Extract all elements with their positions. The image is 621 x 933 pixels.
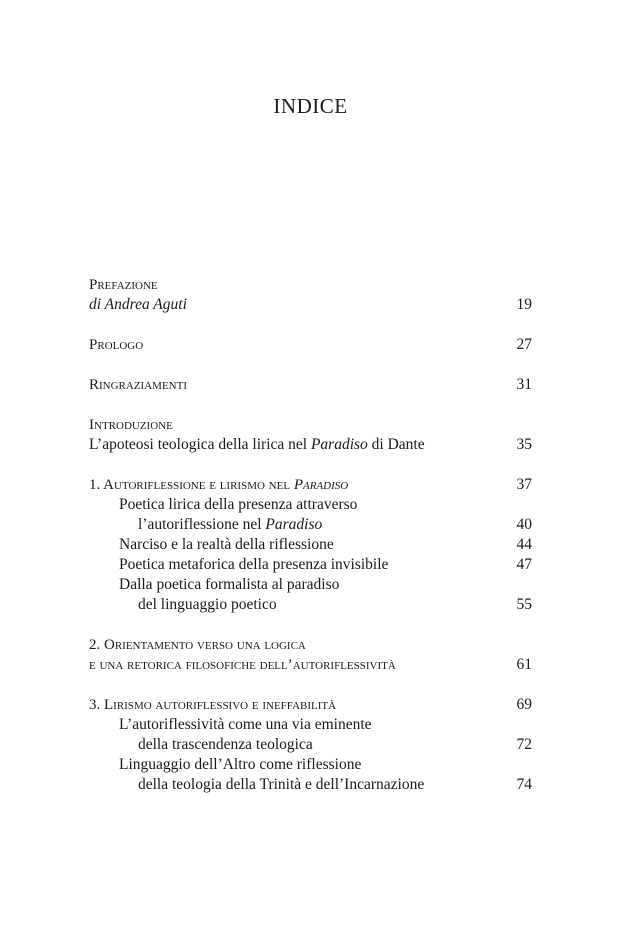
toc-italic-text: Paradiso	[265, 516, 323, 533]
toc-label: Introduzione	[89, 417, 173, 433]
toc-entry-1-1[interactable]	[89, 495, 532, 515]
toc-page-number: 35	[516, 436, 532, 453]
toc-entry-1-2[interactable]	[89, 535, 532, 555]
toc-entry-chapter-2[interactable]	[89, 635, 532, 655]
toc-entry-1-3[interactable]	[89, 555, 532, 575]
toc-sublabel	[89, 435, 425, 455]
toc-page-number: 27	[516, 336, 532, 353]
page-title: INDICE	[273, 94, 348, 118]
toc-entry-prefazione[interactable]	[89, 275, 532, 295]
toc-entry-3-1-cont[interactable]	[89, 735, 532, 755]
toc-entry-1-1-cont[interactable]	[89, 515, 532, 535]
toc-page-number: 47	[516, 556, 532, 573]
toc-page-number: 40	[516, 516, 532, 533]
toc-text: 1. Autoriflessione e lirismo nel	[89, 477, 294, 493]
toc-page-number: 61	[516, 656, 532, 673]
toc-entry-3-1[interactable]	[89, 715, 532, 735]
toc-page-number: 74	[516, 776, 532, 793]
toc-label: Prefazione	[89, 277, 158, 293]
toc-label: e una retorica filosofiche dell’autoriflessività	[89, 657, 396, 673]
toc-entry-1-4-cont[interactable]	[89, 595, 532, 615]
toc-entry-introduzione-title[interactable]	[89, 435, 532, 455]
toc-entry-introduzione[interactable]	[89, 415, 532, 435]
toc-label: della trascendenza teologica	[138, 736, 313, 753]
toc-entry-ringraziamenti[interactable]	[89, 375, 532, 395]
toc-label	[138, 515, 322, 535]
toc-label: 2. Orientamento verso una logica	[89, 637, 306, 653]
toc-entry-prefazione-author[interactable]	[89, 295, 532, 315]
toc-entry-3-2[interactable]	[89, 755, 532, 775]
toc-label: Dalla poetica formalista al paradiso	[119, 576, 340, 593]
toc-page-number: 55	[516, 596, 532, 613]
toc-page-number: 31	[516, 376, 532, 393]
toc-page-number: 72	[516, 736, 532, 753]
toc-entry-1-4[interactable]	[89, 575, 532, 595]
toc-label: Poetica lirica della presenza attraverso	[119, 496, 358, 513]
toc-label: della teologia della Trinità e dell’Incarnazione	[138, 776, 425, 793]
toc-italic-text: Paradiso	[310, 436, 368, 453]
toc-text: L’apoteosi teologica della lirica nel	[89, 436, 311, 453]
toc-label: Ringraziamenti	[89, 377, 187, 393]
toc-page-number: 37	[516, 476, 532, 493]
toc-label: Prologo	[89, 337, 144, 353]
toc-label: L’autoriflessività come una via eminente	[119, 716, 372, 733]
toc-label: del linguaggio poetico	[138, 596, 277, 613]
toc-label: Narciso e la realtà della riflessione	[119, 536, 334, 553]
toc-entry-chapter-1[interactable]	[89, 475, 532, 495]
toc-italic-text: Paradiso	[293, 477, 349, 493]
toc-sublabel: di Andrea Aguti	[89, 296, 187, 313]
toc-text: di Dante	[367, 436, 425, 453]
toc-entry-3-2-cont[interactable]	[89, 775, 532, 795]
toc-label: 3. Lirismo autoriflessivo e ineffabilità	[89, 697, 337, 713]
toc-label: Poetica metaforica della presenza invisibile	[119, 556, 389, 573]
toc-entry-prologo[interactable]	[89, 335, 532, 355]
toc-entry-chapter-2-cont[interactable]	[89, 655, 532, 675]
toc-page-number: 19	[516, 296, 532, 313]
toc-label: Linguaggio dell’Altro come riflessione	[119, 756, 362, 773]
toc-page-number: 44	[516, 536, 532, 553]
toc-entry-chapter-3[interactable]	[89, 695, 532, 715]
toc-label	[89, 475, 348, 495]
toc-text: l’autoriflessione nel	[138, 516, 266, 533]
toc-page-number: 69	[516, 696, 532, 713]
